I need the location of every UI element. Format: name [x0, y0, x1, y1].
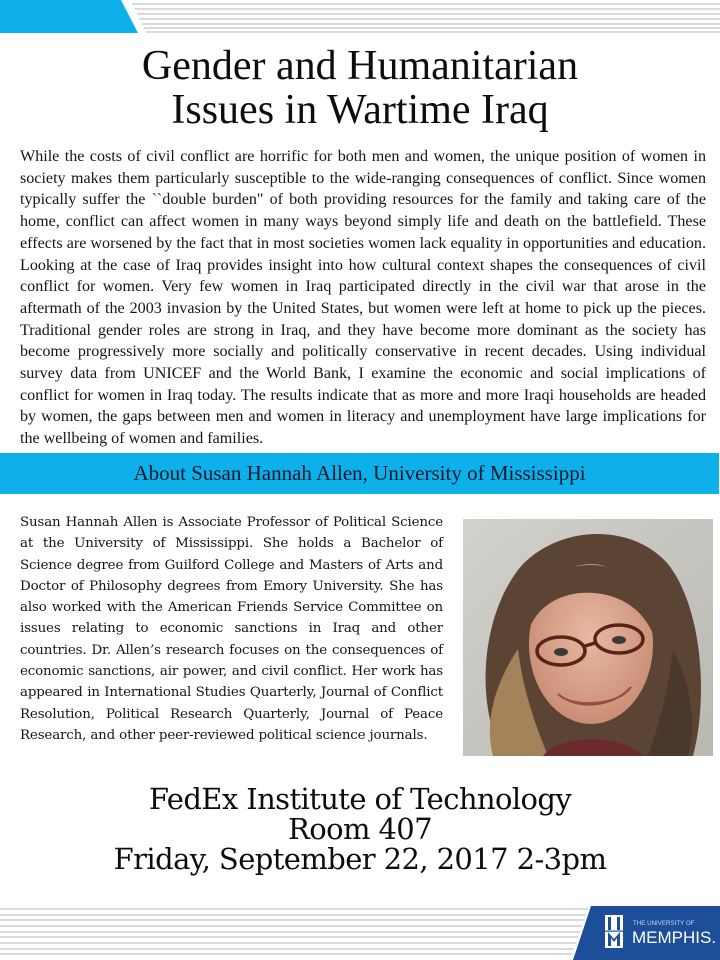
logo-small-text: THE UNIVERSITY OF	[633, 920, 695, 927]
um-monogram-icon	[605, 915, 623, 948]
bottom-stripe-lines	[0, 906, 600, 960]
speaker-bio: Susan Hannah Allen is Associate Professor of Political Science at the University of Mississippi. She holds a Bachelor of Science degree from Guilford College and Masters of Arts and Doctor of Philosophy degrees from Emory University. She has also worked with the American Friends Service Committee on issues relating to economic sanctions in Iraq and other countries. Dr. Allen’s research focuses on the consequences of economic sanctions, air power, and civil conflict. Her work has appeared in International Studies Quarterly, Journal of Conflict Resolution, Political Research Quarterly, Journal of Peace Research, and other peer-reviewed political science journals.	[20, 515, 443, 743]
abstract-paragraph: While the costs of civil conflict are horrific for both men and women, the unique position of women in society makes them particularly susceptible to the wide-ranging consequences of conflict. Since women typically suffer the ``double burden" of both providing resources for the family and taking care of the home, conflict can affect women in many ways beyond simply life and death on the battlefield. These effects are worsened by the fact that in most societies women lack equality in opportunities and education. Looking at the case of Iraq provides insight into how cultural context shapes the consequences of civil conflict for women. Very few women in Iraq participated directly in the civil war that arose in the aftermath of the 2003 invasion by the United States, but women were left at home to pick up the pieces. Traditional gender roles are strong in Iraq, and they have become more dominant as the society has become progressively more socially and politically conservative in recent decades. Using individual survey data from UNICEF and the World Bank, I examine the economic and social implications of conflict for women in Iraq today. The results indicate that as more and more Iraqi households are headed by women, the gaps between men and women in literacy and unemployment have large implications for the wellbeing of women and families.	[20, 148, 706, 448]
about-heading: About Susan Hannah Allen, University of Mississippi	[133, 461, 586, 485]
event-details	[0, 784, 720, 874]
page-title	[0, 44, 720, 132]
event-datetime: Friday, September 22, 2017 2-3pm	[113, 842, 607, 876]
speaker-photo	[463, 519, 713, 756]
about-banner	[0, 453, 719, 494]
logo-big-text: MEMPHIS.	[632, 928, 717, 947]
portrait-illustration	[463, 519, 713, 756]
top-accent-band	[0, 0, 140, 33]
event-room: Room 407	[287, 812, 433, 846]
event-venue: FedEx Institute of Technology	[148, 782, 572, 816]
title-line-1: Gender and Humanitarian	[141, 43, 579, 89]
title-line-2: Issues in Wartime Iraq	[171, 87, 549, 133]
university-of-memphis-logo	[570, 906, 720, 960]
top-stripe-lines	[128, 0, 720, 36]
